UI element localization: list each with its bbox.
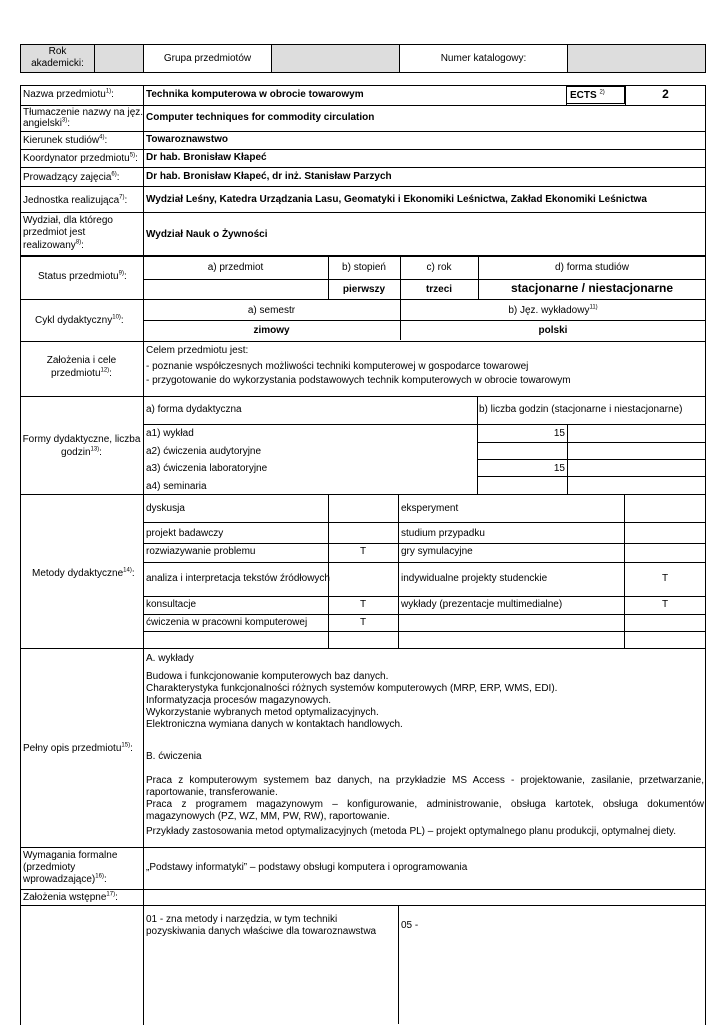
row-line <box>20 905 706 906</box>
row-line <box>20 255 706 257</box>
status-val-c: trzeci <box>425 284 453 295</box>
cykl-label: Cykl dydaktyczny$^{10)}$: <box>35 314 124 326</box>
status-label: Status przedmiotu$^{9)}$: <box>38 270 127 282</box>
status-col-b: b) stopień <box>342 262 386 273</box>
row-line <box>20 396 706 397</box>
zalozenia-line-2: - poznanie współczesnych możliwości techniki komputerowej w gospodarce towarowej <box>146 361 529 372</box>
opis-b-head: B. ćwiczenia <box>146 751 202 762</box>
metody-left-mark: T <box>359 599 367 610</box>
formy-head-line <box>143 424 706 425</box>
formy-row-line <box>477 476 706 477</box>
ects-value: 2 <box>662 87 669 101</box>
opis-a-line: Budowa i funkcjonowanie komputerowych baz danych. <box>146 671 389 682</box>
wymagania-label-3: wprowadzające)$^{16)}$: <box>23 873 107 885</box>
cykl-val-a: zimowy <box>253 325 290 336</box>
formy-col-a: a) forma dydaktyczna <box>146 404 242 415</box>
numer-value-cell <box>567 44 706 73</box>
zalozenia-line-3: - przygotowanie do wykorzystania podstawowych technik komputerowych w obrocie towarowym <box>146 375 571 386</box>
rok-label: Rok akademicki: <box>31 46 84 69</box>
metody-left-item: analiza i interpretacja tekstów źródłowych <box>146 573 330 584</box>
efekty-div <box>398 905 399 1024</box>
prowadzacy-value: Dr hab. Bronisław Kłapeć, dr inż. Stanisław Parzych <box>146 171 392 182</box>
kierunek-label: Kierunek studiów$^{4)}$: <box>23 134 108 146</box>
metody-div <box>624 495 625 648</box>
cykl-col-b: b) Jęz. wykładowy$^{11)}$ <box>508 304 598 316</box>
status-val-b: pierwszy <box>342 284 386 295</box>
zalozenia-label: Założenia i cele <box>46 355 117 366</box>
row-line <box>20 889 706 890</box>
tlumaczenie-label-2: angielski$^{3)}$: <box>23 117 71 129</box>
numer-label: Numer katalogowy: <box>440 53 527 64</box>
metody-line <box>143 596 706 597</box>
formy-item: a1) wykład <box>146 428 194 439</box>
formy-hours: 15 <box>553 463 565 474</box>
formy-item: a2) ćwiczenia audytoryjne <box>146 446 262 457</box>
wydzial-value: Wydział Nauk o Żywności <box>146 229 268 240</box>
row-line <box>20 299 706 300</box>
rok-value-cell <box>94 44 144 73</box>
efekty-05: 05 - <box>401 920 419 931</box>
zalozenia-line-1: Celem przedmiotu jest: <box>146 345 249 356</box>
formy-label-2: godzin$^{13)}$: <box>61 446 102 458</box>
kierunek-value: Towaroznawstwo <box>146 134 229 145</box>
koordynator-value: Dr hab. Bronisław Kłapeć <box>146 152 267 163</box>
status-col-c: c) rok <box>426 262 452 273</box>
metody-div <box>398 495 399 648</box>
tlumaczenie-label: Tłumaczenie nazwy na jęz. <box>23 107 144 118</box>
row-line <box>20 167 706 168</box>
cykl-col-a: a) semestr <box>247 305 296 316</box>
opis-a-line: Charakterystyka funkcjonalności różnych systemów komputerowych (MRP, ERP, WMS, EDI). <box>146 683 558 694</box>
formy-label: Formy dydaktyczne, liczba <box>22 434 141 445</box>
cykl-mid-line <box>143 320 706 321</box>
cykl-val-b: polski <box>538 325 568 336</box>
row-line <box>20 131 706 132</box>
jednostka-value: Wydział Leśny, Katedra Urządzania Lasu, Geomatyki i Ekonomiki Leśnictwa, Zakład Ekonomiki Leśnictwa <box>146 194 647 205</box>
formy-div <box>477 397 478 424</box>
metody-left-item: rozwiazywanie problemu <box>146 546 256 557</box>
zalozenia-label-2: przedmiotu$^{12)}$: <box>51 367 112 379</box>
metody-right-item: wykłady (prezentacje multimedialne) <box>401 599 563 610</box>
metody-right-mark: T <box>661 599 669 610</box>
label-column-divider <box>143 85 144 1025</box>
grupa-value-cell <box>271 44 400 73</box>
status-div <box>478 256 479 299</box>
koordynator-label: Koordynator przedmiotu$^{5)}$: <box>23 152 138 164</box>
metody-right-item: eksperyment <box>401 503 459 514</box>
status-val-d: stacjonarne / niestacjonarne <box>510 281 674 295</box>
opis-a-line: Elektroniczna wymiana danych w kontaktach handlowych. <box>146 719 403 730</box>
row-line <box>20 648 706 649</box>
wymagania-value: „Podstawy informatyki” – podstawy obsługi komputera i oprogramowania <box>146 862 468 873</box>
opis-a-line: Informatyzacja procesów magazynowych. <box>146 695 332 706</box>
metody-right-item: indywidualne projekty studenckie <box>401 573 548 584</box>
metody-right-item: studium przypadku <box>401 528 485 539</box>
status-div <box>328 256 329 299</box>
cykl-div <box>400 300 401 340</box>
metody-left-item: konsultacje <box>146 599 197 610</box>
opis-b-p3: Przykłady zastosowania metod optymalizacyjnych (metoda PL) – projekt optymalnego planu produkcji, optymalnej diety. <box>146 826 677 837</box>
wydzial-label: Wydział, dla którego <box>23 215 113 226</box>
opis-a-line: Wykorzystanie wybranych metod optymalizacyjnych. <box>146 707 379 718</box>
tlumaczenie-value: Computer techniques for commodity circulation <box>146 112 375 123</box>
prowadzacy-label: Prowadzący zajęcia$^{6)}$: <box>23 171 120 183</box>
row-line <box>20 149 706 150</box>
metody-left-item: ćwiczenia w pracowni komputerowej <box>146 617 308 628</box>
wymagania-label-2: (przedmioty <box>23 862 76 873</box>
efekty-01: 01 - zna metody i narzędzia, w tym techniki pozyskiwania danych właściwe dla towaroznawstwa <box>146 914 377 937</box>
wymagania-label: Wymagania formalne <box>23 850 118 861</box>
metody-line <box>143 522 706 523</box>
formy-item: a3) ćwiczenia laboratoryjne <box>146 463 268 474</box>
row-line <box>20 105 706 106</box>
grupa-label: Grupa przedmiotów <box>163 53 252 64</box>
metody-left-item: dyskusja <box>146 503 185 514</box>
metody-label: Metody dydaktyczne$^{14)}$: <box>32 567 135 579</box>
status-col-a: a) przedmiot <box>207 262 264 273</box>
wydzial-label-3: realizowany$^{8)}$: <box>23 239 84 251</box>
formy-hours: 15 <box>553 428 565 439</box>
formy-row-line <box>477 442 706 443</box>
metody-right-mark: T <box>661 573 669 584</box>
jednostka-label: Jednostka realizująca$^{7)}$: <box>23 194 128 206</box>
metody-left-mark: T <box>359 617 367 628</box>
metody-line <box>143 631 706 632</box>
formy-item: a4) seminaria <box>146 481 207 492</box>
opis-b-p2: Praca z programem magazynowym – konfigurowanie, administrowanie, obsługa kartotek, obsługa dokumentów magazynowych (PZ, WZ, MM, PW, RW), raportowanie. <box>146 799 704 822</box>
status-mid-line <box>143 279 706 280</box>
opis-b-p1: Praca z komputerowym systemem baz danych, na przykładzie MS Access - projektowanie, zasilanie, przetwarzanie, raportowanie, transferowanie. <box>146 775 704 798</box>
row-line <box>20 186 706 187</box>
formy-row-line <box>477 459 706 460</box>
metody-line <box>143 614 706 615</box>
row-line <box>20 847 706 848</box>
metody-left-item: projekt badawczy <box>146 528 224 539</box>
zal-wstepne-label: Założenia wstępne$^{17)}$: <box>23 891 118 903</box>
opis-a-head: A. wykłady <box>146 653 194 664</box>
nazwa-value: Technika komputerowa w obrocie towarowym <box>146 89 364 100</box>
nazwa-label: Nazwa przedmiotu$^{1)}$: <box>23 88 114 100</box>
opis-label: Pełny opis przedmiotu$^{15)}$: <box>23 742 133 754</box>
formy-col-b: b) liczba godzin (stacjonarne i niestacjonarne) <box>479 404 683 415</box>
metody-line <box>143 562 706 563</box>
row-line <box>20 494 706 495</box>
metody-line <box>143 543 706 544</box>
status-div <box>400 256 401 299</box>
row-line <box>20 341 706 342</box>
wydzial-label-2: przedmiot jest <box>23 227 86 238</box>
ects-label: ECTS $^{2)}$ <box>570 89 605 101</box>
row-line <box>20 212 706 213</box>
metody-right-item: gry symulacyjne <box>401 546 473 557</box>
status-col-d: d) forma studiów <box>555 262 629 273</box>
metody-left-mark: T <box>359 546 367 557</box>
